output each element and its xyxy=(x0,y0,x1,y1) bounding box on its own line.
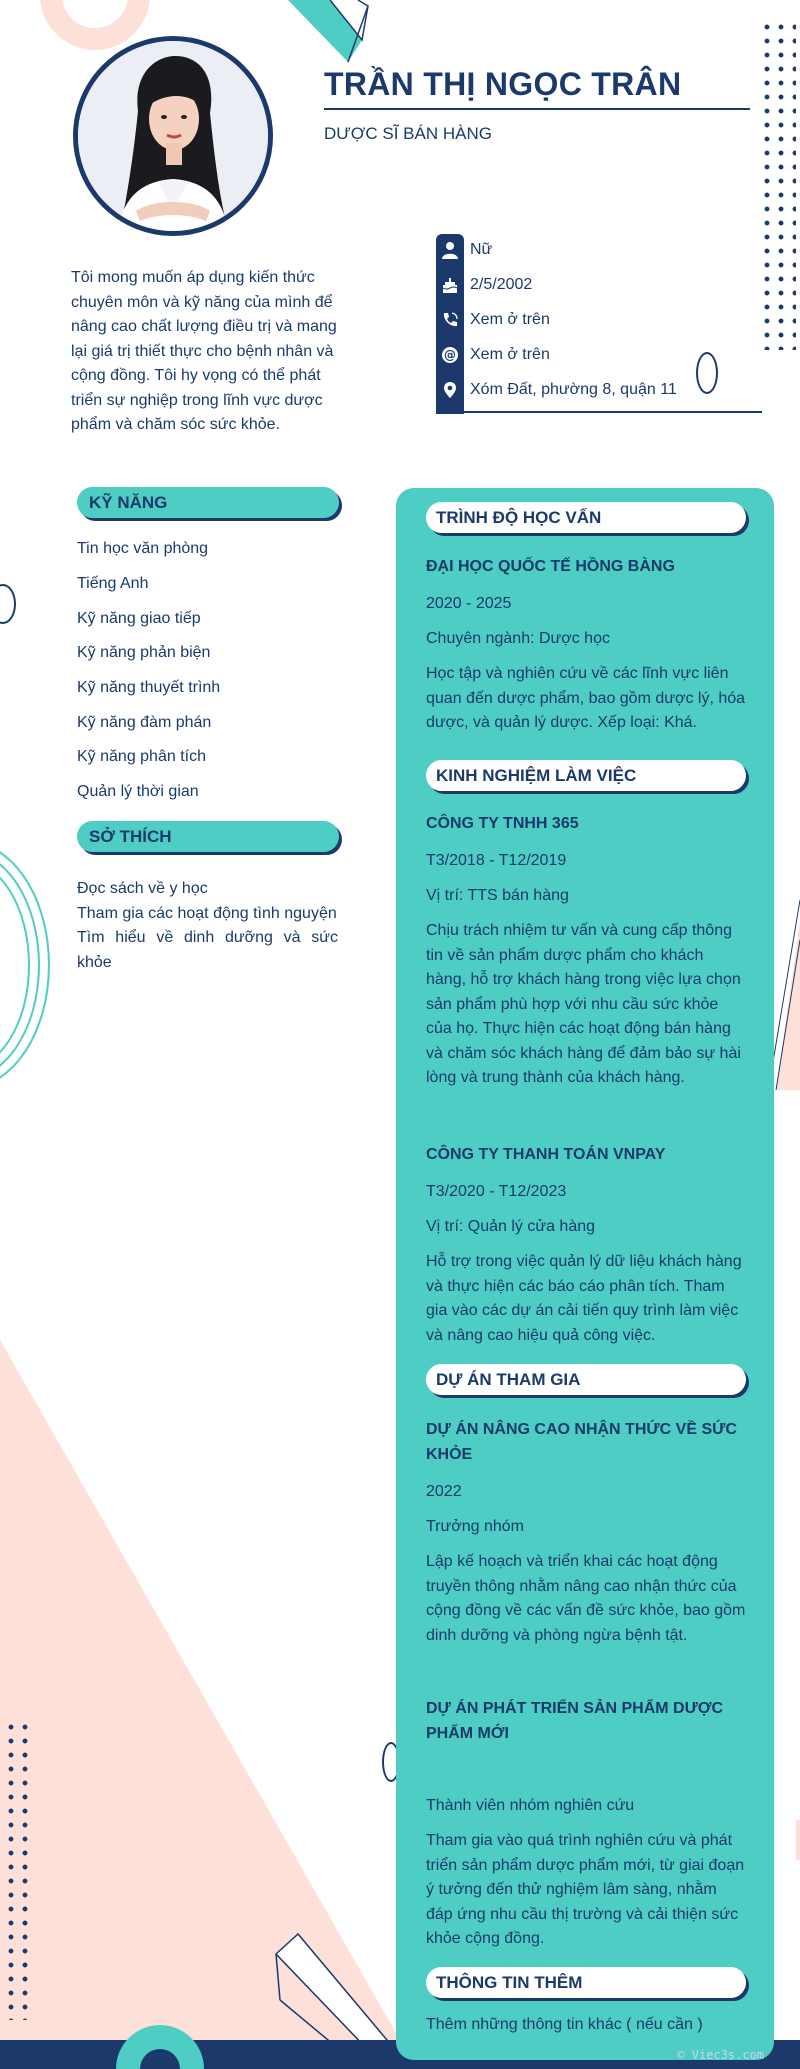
phone-value: Xem ở trên xyxy=(470,311,550,328)
education-school: ĐẠI HỌC QUỐC TẾ HỒNG BÀNG xyxy=(426,558,675,575)
hobbies-list xyxy=(77,877,338,975)
skill-item: Kỹ năng phản biện xyxy=(77,644,211,661)
hobby-item: Tham gia các hoạt động tình nguyện xyxy=(77,904,337,922)
at-sign-icon xyxy=(436,342,464,368)
skill-item: Quản lý thời gian xyxy=(77,783,199,800)
decor-prism-outline xyxy=(270,1930,400,2050)
decor-dots-bottom-left xyxy=(4,1720,34,2020)
job-period: T3/2018 - T12/2019 xyxy=(426,852,567,869)
experience-heading: KINH NGHIỆM LÀM VIỆC xyxy=(426,760,746,791)
contact-address xyxy=(436,377,677,403)
contact-underline xyxy=(436,411,762,413)
job-description: Hỗ trợ trong việc quản lý dữ liệu khách hàng và thực hiện các báo cáo phân tích. Tham gia vào các dự án cải tiến quy trình làm việc và nâng cao hiệu quả công việc. xyxy=(426,1253,742,1344)
job-period: T3/2020 - T12/2023 xyxy=(426,1183,567,1200)
skill-item: Kỹ năng phân tích xyxy=(77,748,206,765)
contact-email xyxy=(436,342,550,368)
watermark: © Viec3s.com xyxy=(677,2048,764,2062)
phone-icon xyxy=(436,307,464,333)
decor-dots-top-right xyxy=(760,20,796,350)
project-description: Tham gia vào quá trình nghiên cứu và phát triển sản phẩm dược phẩm mới, từ giai đoạn ý tưởng đến thử nghiệm lâm sàng, nhằm đáp ứng nhu cầu thị trường và cải thiện sức khỏe cộng đồng. xyxy=(426,1832,745,1947)
project-name: DỰ ÁN PHÁT TRIỂN SẢN PHẨM DƯỢC PHẨM MỚI xyxy=(426,1700,724,1742)
career-objective: Tôi mong muốn áp dụng kiến thức chuyên môn và kỹ năng của mình để nâng cao chất lượng điều trị và mang lại giá trị thiết thực cho bệnh nhân và cộng đồng. Tôi hy vọng có thể phát triển sự nghiệp trong lĩnh vực dược phẩm và chăm sóc sức khỏe. xyxy=(71,269,337,433)
project-description: Lập kế hoạch và triển khai các hoạt động truyền thông nhằm nâng cao nhận thức của cộng đồng về các vấn đề sức khỏe, bao gồm dinh dưỡng và phòng ngừa bệnh tật. xyxy=(426,1553,746,1644)
decor-oval-left xyxy=(0,584,16,624)
decor-peach-ring xyxy=(40,0,150,50)
skills-heading: KỸ NĂNG xyxy=(77,487,339,518)
gender-value: Nữ xyxy=(470,241,493,258)
education-period: 2020 - 2025 xyxy=(426,595,512,612)
location-pin-icon xyxy=(436,377,464,403)
decor-peach-edge xyxy=(796,1820,800,1860)
hobbies-heading: SỞ THÍCH xyxy=(77,821,339,852)
job-title: DƯỢC SĨ BÁN HÀNG xyxy=(324,124,492,143)
name-underline xyxy=(324,108,750,110)
avatar xyxy=(73,36,273,236)
decor-teal-arch xyxy=(110,1996,210,2069)
project-role: Trưởng nhóm xyxy=(426,1518,524,1535)
person-icon xyxy=(436,237,464,263)
skill-item: Kỹ năng giao tiếp xyxy=(77,610,201,627)
skill-item: Tiếng Anh xyxy=(77,575,149,592)
job-position: Vị trí: TTS bán hàng xyxy=(426,887,569,904)
education-major: Chuyên ngành: Dược học xyxy=(426,630,610,647)
contact-phone xyxy=(436,307,550,333)
decor-teal-arcs xyxy=(0,840,50,1090)
email-value: Xem ở trên xyxy=(470,346,550,363)
job-description: Chịu trách nhiệm tư vấn và cung cấp thông tin về sản phẩm dược phẩm cho khách hàng, hỗ trợ khách hàng trong việc lựa chọn sản phẩm phù hợp với nhu cầu sức khỏe của họ. Thực hiện các hoạt động bán hàng và chăm sóc khách hàng để đảm bảo sự hài lòng và trung thành của khách hàng. xyxy=(426,922,741,1086)
hobby-item: Tìm hiểu về dinh dưỡng và sức khỏe xyxy=(77,929,338,971)
skill-item: Tin học văn phòng xyxy=(77,540,209,557)
birthday-value: 2/5/2002 xyxy=(470,276,533,293)
project-role: Thành viên nhóm nghiên cứu xyxy=(426,1797,635,1814)
svg-text:@: @ xyxy=(444,348,456,362)
birthday-cake-icon xyxy=(436,272,464,298)
job-company: CÔNG TY THANH TOÁN VNPAY xyxy=(426,1146,666,1163)
project-name: DỰ ÁN NÂNG CAO NHẬN THỨC VỀ SỨC KHỎE xyxy=(426,1421,737,1463)
education-description: Học tập và nghiên cứu về các lĩnh vực liên quan đến dược phẩm, bao gồm dược lý, hóa dược, và quản lý dược. Xếp loại: Khá. xyxy=(426,665,746,731)
additional-info-heading: THÔNG TIN THÊM xyxy=(426,1967,746,1998)
job-position: Vị trí: Quản lý cửa hàng xyxy=(426,1218,596,1235)
skill-item: Kỹ năng thuyết trình xyxy=(77,679,221,696)
education-heading: TRÌNH ĐỘ HỌC VẤN xyxy=(426,502,746,533)
contact-birthday xyxy=(436,272,532,298)
skill-item: Kỹ năng đàm phán xyxy=(77,714,212,731)
hobby-item: Đọc sách về y học xyxy=(77,880,208,897)
job-company: CÔNG TY TNHH 365 xyxy=(426,815,579,832)
address-value: Xóm Đất, phường 8, quận 11 xyxy=(470,381,677,398)
projects-heading: DỰ ÁN THAM GIA xyxy=(426,1364,746,1395)
profile-photo xyxy=(78,41,268,231)
additional-info-text: Thêm những thông tin khác ( nếu cần ) xyxy=(426,2016,703,2033)
contact-info xyxy=(436,234,762,414)
candidate-name: TRẦN THỊ NGỌC TRÂN xyxy=(324,66,682,102)
project-year: 2022 xyxy=(426,1483,462,1500)
contact-gender xyxy=(436,237,492,263)
